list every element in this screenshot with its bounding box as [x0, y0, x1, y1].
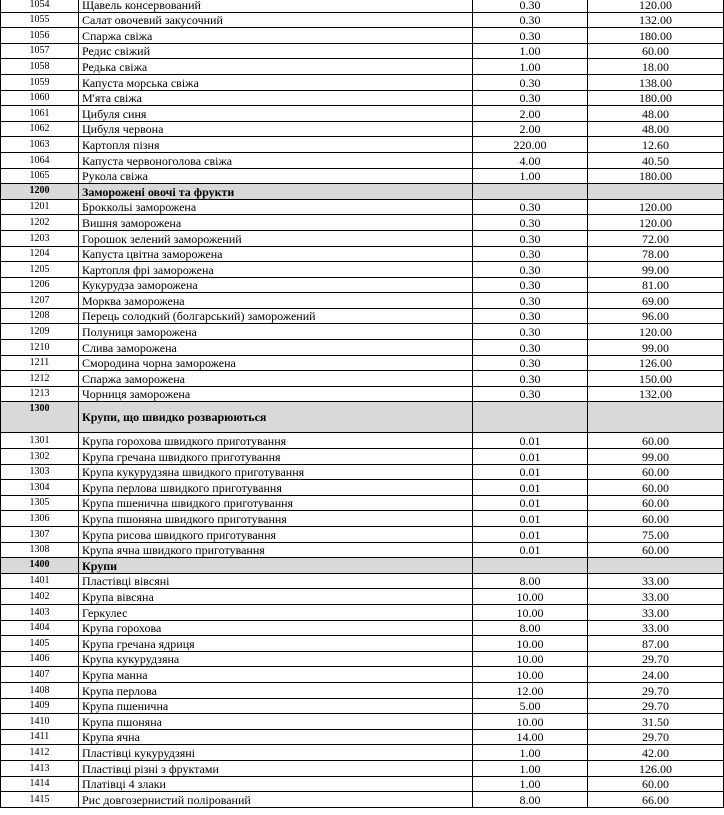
table-row — [1, 433, 724, 449]
table-row — [1, 137, 724, 153]
row-price: 24.00 — [588, 667, 724, 683]
row-name: Редька свіжа — [79, 59, 473, 75]
row-price: 18.00 — [588, 59, 724, 75]
row-code: 1064 — [1, 152, 79, 168]
row-price: 99.00 — [588, 262, 724, 278]
table-row — [1, 729, 724, 745]
row-quantity — [473, 402, 588, 433]
table-row — [1, 714, 724, 730]
row-quantity: 1.00 — [473, 776, 588, 792]
row-code: 1206 — [1, 277, 79, 293]
row-quantity: 1.00 — [473, 168, 588, 184]
row-code: 1205 — [1, 262, 79, 278]
row-code: 1063 — [1, 137, 79, 153]
table-row — [1, 0, 724, 12]
row-quantity: 0.30 — [473, 246, 588, 262]
row-quantity — [473, 184, 588, 200]
table-row — [1, 28, 724, 44]
row-name: Морква заморожена — [79, 293, 473, 309]
row-price: 33.00 — [588, 620, 724, 636]
table-row — [1, 667, 724, 683]
table-row — [1, 152, 724, 168]
row-name: Капуста морська свіжа — [79, 74, 473, 90]
row-name: Крупа пшоняна швидкого приготування — [79, 511, 473, 527]
row-name: Крупа гречана швидкого приготування — [79, 449, 473, 465]
row-price: 126.00 — [588, 355, 724, 371]
row-quantity: 8.00 — [473, 792, 588, 808]
row-name: Крупа пшоняна — [79, 714, 473, 730]
table-row — [1, 74, 724, 90]
row-code: 1058 — [1, 59, 79, 75]
row-name: Крупа вівсяна — [79, 589, 473, 605]
row-name: Капуста червоноголова свіжа — [79, 152, 473, 168]
table-row — [1, 464, 724, 480]
row-quantity: 0.30 — [473, 308, 588, 324]
row-quantity: 1.00 — [473, 760, 588, 776]
row-quantity: 0.30 — [473, 74, 588, 90]
table-row — [1, 59, 724, 75]
row-price: 33.00 — [588, 573, 724, 589]
row-price: 132.00 — [588, 386, 724, 402]
row-price: 33.00 — [588, 604, 724, 620]
table-row — [1, 760, 724, 776]
row-price: 40.50 — [588, 152, 724, 168]
row-price: 31.50 — [588, 714, 724, 730]
row-name: Рис довгозернистий полірований — [79, 792, 473, 808]
row-name: Слива заморожена — [79, 340, 473, 356]
row-name: Крупа ячна — [79, 729, 473, 745]
row-price: 12.60 — [588, 137, 724, 153]
table-row — [1, 527, 724, 543]
row-quantity: 0.30 — [473, 262, 588, 278]
table-row — [1, 511, 724, 527]
row-price: 120.00 — [588, 199, 724, 215]
row-price: 81.00 — [588, 277, 724, 293]
row-code: 1200 — [1, 184, 79, 200]
row-code: 1203 — [1, 230, 79, 246]
row-name: Крупа пшенична швидкого приготування — [79, 495, 473, 511]
row-name: Рукола свіжа — [79, 168, 473, 184]
row-quantity: 0.30 — [473, 199, 588, 215]
row-name: Крупа рисова швидкого приготування — [79, 527, 473, 543]
table-row — [1, 293, 724, 309]
row-code: 1301 — [1, 433, 79, 449]
row-code: 1306 — [1, 511, 79, 527]
row-quantity — [473, 558, 588, 574]
row-quantity: 10.00 — [473, 667, 588, 683]
row-quantity: 0.01 — [473, 449, 588, 465]
row-code: 1410 — [1, 714, 79, 730]
row-name: М'ята свіжа — [79, 90, 473, 106]
row-price: 29.70 — [588, 698, 724, 714]
row-code: 1204 — [1, 246, 79, 262]
row-quantity: 1.00 — [473, 745, 588, 761]
row-quantity: 0.30 — [473, 386, 588, 402]
row-code: 1304 — [1, 480, 79, 496]
row-price: 29.70 — [588, 682, 724, 698]
row-quantity: 4.00 — [473, 152, 588, 168]
row-price: 33.00 — [588, 589, 724, 605]
row-code: 1060 — [1, 90, 79, 106]
row-quantity: 220.00 — [473, 137, 588, 153]
table-row — [1, 651, 724, 667]
table-row — [1, 589, 724, 605]
table-row — [1, 682, 724, 698]
row-name: Вишня заморожена — [79, 215, 473, 231]
row-quantity: 0.01 — [473, 495, 588, 511]
row-quantity: 0.30 — [473, 28, 588, 44]
row-code: 1302 — [1, 449, 79, 465]
row-code: 1061 — [1, 106, 79, 122]
table-row — [1, 12, 724, 28]
row-name: Горошок зелений заморожений — [79, 230, 473, 246]
row-name: Смородина чорна заморожена — [79, 355, 473, 371]
row-price: 138.00 — [588, 74, 724, 90]
row-name: Капуста цвітна заморожена — [79, 246, 473, 262]
row-quantity: 0.01 — [473, 464, 588, 480]
section-header-row — [1, 402, 724, 433]
row-code: 1307 — [1, 527, 79, 543]
table-row — [1, 324, 724, 340]
price-table-body — [1, 0, 724, 807]
row-code: 1409 — [1, 698, 79, 714]
row-name: Броккольі заморожена — [79, 199, 473, 215]
row-quantity: 0.30 — [473, 230, 588, 246]
row-name: Цибуля червона — [79, 121, 473, 137]
table-row — [1, 620, 724, 636]
row-name: Салат овочевий закусочний — [79, 12, 473, 28]
row-name: Крупи — [79, 558, 473, 574]
row-price: 60.00 — [588, 776, 724, 792]
row-price: 60.00 — [588, 43, 724, 59]
row-name: Редис свіжий — [79, 43, 473, 59]
row-code: 1202 — [1, 215, 79, 231]
row-quantity: 0.30 — [473, 324, 588, 340]
row-quantity: 0.30 — [473, 90, 588, 106]
row-code: 1209 — [1, 324, 79, 340]
row-name: Крупа гречана ядриця — [79, 636, 473, 652]
row-quantity: 14.00 — [473, 729, 588, 745]
row-price: 75.00 — [588, 527, 724, 543]
row-quantity: 0.30 — [473, 340, 588, 356]
row-name: Крупа горохова — [79, 620, 473, 636]
table-row — [1, 308, 724, 324]
row-code: 1208 — [1, 308, 79, 324]
row-price: 132.00 — [588, 12, 724, 28]
row-price: 69.00 — [588, 293, 724, 309]
row-price — [588, 402, 724, 433]
row-quantity: 10.00 — [473, 714, 588, 730]
section-header-row — [1, 184, 724, 200]
row-quantity: 0.30 — [473, 0, 588, 12]
row-name: Платівці 4 злаки — [79, 776, 473, 792]
row-quantity: 0.01 — [473, 527, 588, 543]
row-code: 1414 — [1, 776, 79, 792]
row-code: 1415 — [1, 792, 79, 808]
row-price: 87.00 — [588, 636, 724, 652]
row-price: 29.70 — [588, 729, 724, 745]
row-price: 78.00 — [588, 246, 724, 262]
row-name: Крупа кукурудзяна швидкого приготування — [79, 464, 473, 480]
row-name: Крупа ячна швидкого приготування — [79, 542, 473, 558]
row-quantity: 0.30 — [473, 371, 588, 387]
row-name: Картопля пізня — [79, 137, 473, 153]
row-price: 99.00 — [588, 449, 724, 465]
row-code: 1405 — [1, 636, 79, 652]
row-code: 1210 — [1, 340, 79, 356]
row-quantity: 5.00 — [473, 698, 588, 714]
row-price: 48.00 — [588, 106, 724, 122]
table-row — [1, 371, 724, 387]
row-name: Геркулес — [79, 604, 473, 620]
row-code: 1056 — [1, 28, 79, 44]
row-quantity: 1.00 — [473, 59, 588, 75]
row-price: 180.00 — [588, 90, 724, 106]
table-row — [1, 698, 724, 714]
row-code: 1412 — [1, 745, 79, 761]
row-code: 1057 — [1, 43, 79, 59]
row-price: 66.00 — [588, 792, 724, 808]
table-row — [1, 121, 724, 137]
table-row — [1, 90, 724, 106]
row-code: 1054 — [1, 0, 79, 12]
table-row — [1, 277, 724, 293]
table-row — [1, 355, 724, 371]
row-code: 1406 — [1, 651, 79, 667]
row-quantity: 0.30 — [473, 277, 588, 293]
row-price: 120.00 — [588, 324, 724, 340]
row-quantity: 10.00 — [473, 636, 588, 652]
row-name: Крупи, що швидко розварюються — [79, 402, 473, 433]
table-row — [1, 480, 724, 496]
row-quantity: 0.30 — [473, 293, 588, 309]
row-quantity: 10.00 — [473, 604, 588, 620]
row-name: Кукурудза заморожена — [79, 277, 473, 293]
row-code: 1055 — [1, 12, 79, 28]
table-row — [1, 495, 724, 511]
row-quantity: 2.00 — [473, 106, 588, 122]
row-price: 150.00 — [588, 371, 724, 387]
row-quantity: 1.00 — [473, 43, 588, 59]
table-row — [1, 106, 724, 122]
row-name: Перець солодкий (болгарський) заморожений — [79, 308, 473, 324]
row-code: 1213 — [1, 386, 79, 402]
row-code: 1401 — [1, 573, 79, 589]
table-row — [1, 636, 724, 652]
row-quantity: 0.30 — [473, 355, 588, 371]
row-code: 1411 — [1, 729, 79, 745]
row-quantity: 10.00 — [473, 589, 588, 605]
row-quantity: 8.00 — [473, 620, 588, 636]
table-row — [1, 246, 724, 262]
row-code: 1211 — [1, 355, 79, 371]
table-row — [1, 199, 724, 215]
row-price: 99.00 — [588, 340, 724, 356]
row-name: Крупа перлова — [79, 682, 473, 698]
row-code: 1300 — [1, 402, 79, 433]
row-name: Чорниця заморожена — [79, 386, 473, 402]
row-price: 29.70 — [588, 651, 724, 667]
table-row — [1, 573, 724, 589]
table-row — [1, 230, 724, 246]
table-row — [1, 792, 724, 808]
row-code: 1403 — [1, 604, 79, 620]
table-row — [1, 449, 724, 465]
row-name: Крупа пшенична — [79, 698, 473, 714]
row-price — [588, 558, 724, 574]
row-quantity: 0.01 — [473, 433, 588, 449]
row-price: 120.00 — [588, 0, 724, 12]
row-price: 72.00 — [588, 230, 724, 246]
row-code: 1408 — [1, 682, 79, 698]
section-header-row — [1, 558, 724, 574]
row-name: Спаржа свіжа — [79, 28, 473, 44]
table-row — [1, 215, 724, 231]
row-code: 1062 — [1, 121, 79, 137]
row-code: 1207 — [1, 293, 79, 309]
table-row — [1, 168, 724, 184]
row-name: Пластівці кукурудзяні — [79, 745, 473, 761]
row-code: 1059 — [1, 74, 79, 90]
row-price: 42.00 — [588, 745, 724, 761]
row-code: 1402 — [1, 589, 79, 605]
table-row — [1, 542, 724, 558]
row-code: 1407 — [1, 667, 79, 683]
table-row — [1, 604, 724, 620]
row-code: 1308 — [1, 542, 79, 558]
table-row — [1, 262, 724, 278]
row-name: Крупа горохова швидкого приготування — [79, 433, 473, 449]
row-code: 1413 — [1, 760, 79, 776]
row-name: Крупа кукурудзяна — [79, 651, 473, 667]
row-price: 60.00 — [588, 495, 724, 511]
row-quantity: 0.01 — [473, 480, 588, 496]
table-row — [1, 745, 724, 761]
row-price: 60.00 — [588, 542, 724, 558]
row-name: Крупа перлова швидкого приготування — [79, 480, 473, 496]
row-price: 120.00 — [588, 215, 724, 231]
row-price: 96.00 — [588, 308, 724, 324]
row-code: 1400 — [1, 558, 79, 574]
row-price: 180.00 — [588, 168, 724, 184]
row-name: Спаржа заморожена — [79, 371, 473, 387]
table-row — [1, 43, 724, 59]
row-name: Заморожені овочі та фрукти — [79, 184, 473, 200]
row-code: 1201 — [1, 199, 79, 215]
row-code: 1303 — [1, 464, 79, 480]
row-name: Щавель консервований — [79, 0, 473, 12]
row-code: 1212 — [1, 371, 79, 387]
row-name: Цибуля синя — [79, 106, 473, 122]
row-quantity: 12.00 — [473, 682, 588, 698]
row-price — [588, 184, 724, 200]
row-code: 1065 — [1, 168, 79, 184]
row-quantity: 10.00 — [473, 651, 588, 667]
row-price: 60.00 — [588, 464, 724, 480]
row-quantity: 0.01 — [473, 542, 588, 558]
row-price: 180.00 — [588, 28, 724, 44]
row-price: 48.00 — [588, 121, 724, 137]
row-quantity: 8.00 — [473, 573, 588, 589]
row-name: Крупа манна — [79, 667, 473, 683]
row-name: Картопля фрі заморожена — [79, 262, 473, 278]
row-quantity: 0.30 — [473, 12, 588, 28]
row-name: Полуниця заморожена — [79, 324, 473, 340]
table-row — [1, 340, 724, 356]
row-price: 60.00 — [588, 511, 724, 527]
row-quantity: 0.01 — [473, 511, 588, 527]
row-price: 60.00 — [588, 433, 724, 449]
row-code: 1404 — [1, 620, 79, 636]
row-quantity: 0.30 — [473, 215, 588, 231]
row-code: 1305 — [1, 495, 79, 511]
table-row — [1, 776, 724, 792]
table-row — [1, 386, 724, 402]
row-price: 60.00 — [588, 480, 724, 496]
row-price: 126.00 — [588, 760, 724, 776]
row-name: Пластівці вівсяні — [79, 573, 473, 589]
row-quantity: 2.00 — [473, 121, 588, 137]
row-name: Пластівці різні з фруктами — [79, 760, 473, 776]
